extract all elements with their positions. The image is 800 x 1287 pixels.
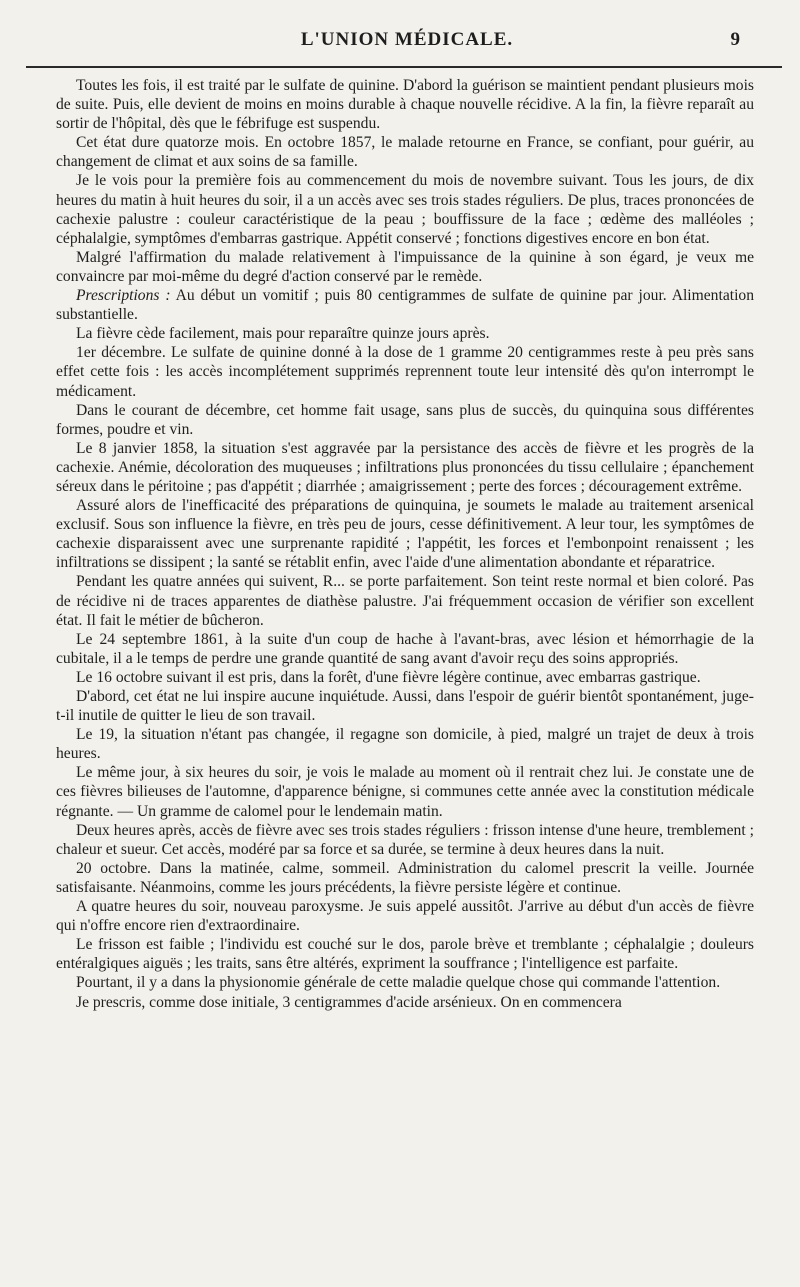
header-rule: [26, 66, 782, 68]
paragraph: Le 8 janvier 1858, la situation s'est aggravée par la persistance des accès de fièvre et les progrès de la cachexie. Anémie, décoloration des muqueuses ; infiltrations plus prononcées du tissu cellulaire ; épanchement séreux dans le péritoine ; pas d'appétit ; diarrhée ; amaigrissement ; perte des forces ; découragement extrême.: [56, 439, 754, 495]
paragraph: Assuré alors de l'inefficacité des préparations de quinquina, je soumets le malade au traitement arsenical exclusif. Sous son influence la fièvre, en très peu de jours, cesse définitivement. A leur tour, les symptômes de cachexie disparaissent avec une surprenante rapidité ; l'appétit, les forces et l'embonpoint renaissent ; les infiltrations se dissipent ; la santé se rétablit enfin, avec l'aide d'une alimentation abondante et réparatrice.: [56, 497, 754, 572]
paragraph: Le 19, la situation n'étant pas changée, il regagne son domicile, à pied, malgré un trajet de deux à trois heures.: [56, 726, 754, 763]
prescriptions-text: Au début un vomitif ; puis 80 centigrammes de sulfate de quinine par jour. Alimentation substantielle.: [56, 287, 754, 324]
paragraph: Malgré l'affirmation du malade relativement à l'impuissance de la quinine à son égard, je veux me convaincre par moi-même du degré d'action conservé par le remède.: [56, 248, 754, 285]
page-header: [56, 0, 758, 60]
paragraph: Je le vois pour la première fois au commencement du mois de novembre suivant. Tous les jours, de dix heures du matin à huit heures du soir, il a un accès avec ses trois stades réguliers. De plus, traces prononcées de cachexie palustre : couleur caractéristique de la peau ; bouffissure de la face ; œdème des malléoles ; céphalalgie, symptômes d'embarras gastrique. Appétit conservé ; fonctions digestives encore en bon état.: [56, 172, 754, 247]
paragraph: Le 24 septembre 1861, à la suite d'un coup de hache à l'avant-bras, avec lésion et hémorrhagie de la cubitale, il a le temps de perdre une grande quantité de sang avant d'avoir reçu des soins appropriés.: [56, 630, 754, 667]
paragraph: Le frisson est faible ; l'individu est couché sur le dos, parole brève et tremblante ; céphalalgie ; douleurs entéralgiques aiguës ; les traits, sans être altérés, expriment la souffrance ; l'intelligence est parfaite.: [56, 936, 754, 973]
paragraph: Dans le courant de décembre, cet homme fait usage, sans plus de succès, du quinquina sous différentes formes, poudre et vin.: [56, 401, 754, 438]
paragraph: Le même jour, à six heures du soir, je vois le malade au moment où il rentrait chez lui. Je constate une de ces fièvres bilieuses de l'automne, d'apparence bénigne, si communes cette année avec la constitution médicale régnante. — Un gramme de calomel pour le lendemain matin.: [56, 764, 754, 820]
paragraph: Deux heures après, accès de fièvre avec ses trois stades réguliers : frisson intense d'une heure, tremblement ; chaleur et sueur. Cet accès, modéré par sa force et sa durée, se termine à deux heures dans la nuit.: [56, 821, 754, 858]
paragraph: 20 octobre. Dans la matinée, calme, sommeil. Administration du calomel prescrit la veille. Journée satisfaisante. Néanmoins, comme les jours précédents, la fièvre persiste légère et continue.: [56, 859, 754, 896]
running-title: L'UNION MÉDICALE.: [300, 29, 514, 50]
prescriptions-label: Prescriptions :: [76, 287, 171, 305]
paragraph: Cet état dure quatorze mois. En octobre 1857, le malade retourne en France, se confiant, pour guérir, au changement de climat et aux soins de sa famille.: [56, 134, 754, 171]
paragraph: Pourtant, il y a dans la physionomie générale de cette maladie quelque chose qui commande l'attention.: [76, 974, 721, 992]
paragraph: Je prescris, comme dose initiale, 3 centigrammes d'acide arsénieux. On en commencera: [76, 993, 622, 1011]
paragraph: La fièvre cède facilement, mais pour reparaître quinze jours après.: [76, 325, 490, 343]
paragraph: 1er décembre. Le sulfate de quinine donné à la dose de 1 gramme 20 centigrammes reste à peu près sans effet cette fois : les accès incomplétement supprimés reprennent toute leur intensité dès qu'on interrompt le médicament.: [56, 344, 754, 400]
body-text: [56, 76, 754, 1012]
paragraph: A quatre heures du soir, nouveau paroxysme. Je suis appelé aussitôt. J'arrive au début d'un accès de fièvre qui n'offre encore rien d'extraordinaire.: [56, 898, 754, 935]
paragraph: Toutes les fois, il est traité par le sulfate de quinine. D'abord la guérison se maintient pendant plusieurs mois de suite. Puis, elle devient de moins en moins durable à chaque nouvelle récidive. A la fin, la fièvre reparaît au sortir de l'hôpital, dès que le fébrifuge est suspendu.: [56, 77, 754, 133]
page-number: 9: [730, 29, 740, 50]
paragraph: D'abord, cet état ne lui inspire aucune inquiétude. Aussi, dans l'espoir de guérir bientôt spontanément, juge-t-il inutile de quitter le lieu de son travail.: [56, 688, 754, 725]
paragraph: Pendant les quatre années qui suivent, R... se porte parfaitement. Son teint reste normal et bien coloré. Pas de récidive ni de traces apparentes de diathèse palustre. J'ai fréquemment occasion de vérifier son excellent état. Il fait le métier de bûcheron.: [56, 573, 754, 629]
prescriptions-paragraph: [56, 286, 754, 324]
paragraph: Le 16 octobre suivant il est pris, dans la forêt, d'une fièvre légère continue, avec embarras gastrique.: [76, 668, 701, 686]
